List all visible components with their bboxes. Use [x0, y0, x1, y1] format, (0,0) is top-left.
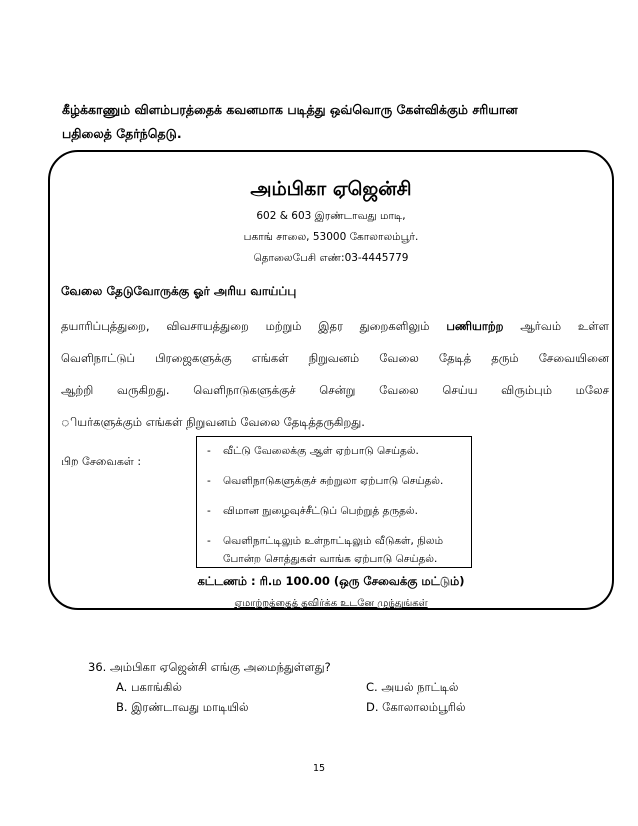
service-item [207, 505, 418, 518]
agency-address-2: பகாங் சாலை, 53000 கோலாலம்பூர். [243, 231, 419, 243]
advert-paragraph-line-4: ியர்களுக்கும் எங்கள் நிறுவனம் வேலை தேடித்தருகிறது. [61, 415, 365, 429]
services-label: பிற சேவைகள் : [61, 455, 142, 468]
page-number: 15 [312, 763, 326, 774]
advert-heading: வேலை தேடுவோருக்கு ஓர் அரிய வாய்ப்பு [61, 284, 297, 298]
advert-box [48, 150, 614, 610]
option-a: A. பகாங்கில் [116, 680, 182, 694]
advert-paragraph-line-3: ஆற்றி வருகிறது. வெளிநாடுகளுக்குச் சென்று வேலை செய்ய விரும்பும் மலேச [61, 383, 609, 397]
agency-name: அம்பிகா ஏஜென்சி [250, 178, 412, 200]
service-text: வெளிநாடுகளுக்குச் சுற்றுலா ஏற்பாடு செய்தல். [223, 475, 444, 487]
service-item-continuation: போன்ற சொத்துகள் வாங்க ஏற்பாடு செய்தல். [223, 553, 438, 565]
warning-line: ஏமாற்றத்தைத் தவிர்க்க உடனே முந்துங்கள் [234, 598, 428, 609]
service-dash: - [207, 535, 211, 547]
option-d: D. கோலாலம்பூரில் [366, 700, 466, 714]
service-item [207, 535, 443, 548]
agency-address-1: 602 & 603 இரண்டாவது மாடி, [256, 210, 406, 222]
advert-paragraph-line-2: வெளிநாட்டுப் பிரஜைகளுக்கு எங்கள் நிறுவனம் வேலை தேடித் தரும் சேவையினை [61, 351, 609, 365]
instruction-line-1: கீழ்க்காணும் விளம்பரத்தைக் கவனமாக படித்து ஒவ்வொரு கேள்விக்கும் சரியான [62, 102, 518, 117]
service-dash: - [207, 445, 211, 457]
services-box [196, 436, 472, 568]
advert-paragraph-line-1 [61, 319, 609, 335]
service-item [207, 445, 419, 458]
para1-end: ஆர்வம் உள்ள [520, 319, 610, 333]
service-text: வீட்டு வேலைக்கு ஆள் ஏற்பாடு செய்தல். [223, 445, 419, 457]
question-text: 36. அம்பிகா ஏஜென்சி எங்கு அமைந்துள்ளது? [88, 660, 331, 674]
service-text: வெளிநாட்டிலும் உள்நாட்டிலும் வீடுகள், நிலம் [223, 535, 444, 547]
option-b: B. இரண்டாவது மாடியில் [116, 700, 249, 714]
fee-line: கட்டணம் : ரி.ம 100.00 (ஒரு சேவைக்கு மட்டும்) [197, 574, 465, 588]
option-c: C. அயல் நாட்டில் [366, 680, 459, 694]
service-text: விமான நுழைவுச்சீட்டுப் பெற்றுத் தருதல். [223, 505, 418, 517]
instruction [62, 98, 582, 146]
service-item [207, 475, 443, 488]
service-dash: - [207, 475, 211, 487]
agency-phone: தொலைபேசி எண்:03-4445779 [253, 252, 409, 264]
service-dash: - [207, 505, 211, 517]
instruction-line-2: பதிலைத் தேர்ந்தெடு. [62, 126, 182, 141]
para1-start: தயாரிப்புத்துறை, விவசாயத்துறை மற்றும் இதர துறைகளிலும் [61, 319, 430, 333]
para1-bold: பணியாற்ற [446, 319, 504, 333]
